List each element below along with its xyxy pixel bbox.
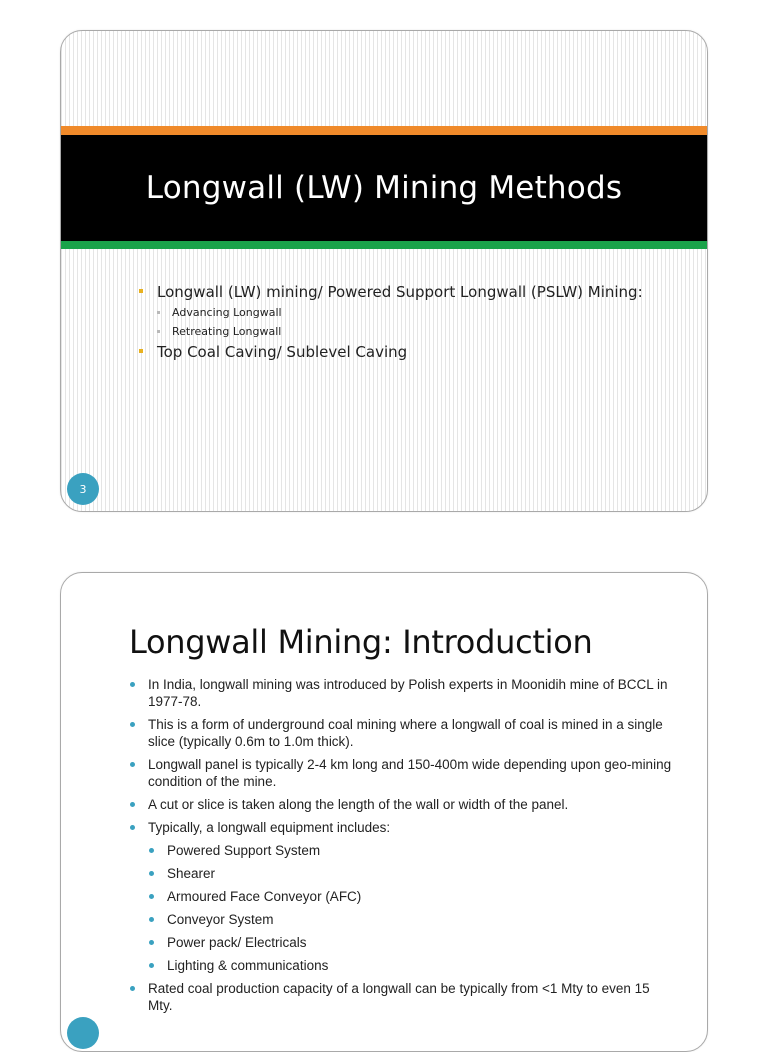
- sub-list-item-text: Power pack/ Electricals: [167, 935, 307, 950]
- list-item: [129, 716, 677, 750]
- round-bullet-icon: [149, 894, 154, 899]
- list-item-text: Longwall (LW) mining/ Powered Support Longwall (PSLW) Mining:: [157, 283, 643, 301]
- sub-list-item: [139, 304, 679, 321]
- orange-accent-bar: [61, 126, 707, 135]
- slide-1-bullet-list: [139, 282, 679, 364]
- list-item: [139, 282, 679, 302]
- list-item-text: Top Coal Caving/ Sublevel Caving: [157, 343, 408, 361]
- round-bullet-icon: [149, 871, 154, 876]
- sub-list-item-text: Conveyor System: [167, 912, 274, 927]
- sub-list-item: [129, 957, 677, 974]
- green-accent-bar: [61, 241, 707, 249]
- slide-number-badge: [67, 1017, 99, 1049]
- round-bullet-icon: [130, 722, 135, 727]
- slide-2-title: Longwall Mining: Introduction: [129, 623, 593, 661]
- sub-list-item: [129, 934, 677, 951]
- list-item: [129, 980, 677, 1014]
- list-item-text: Rated coal production capacity of a longwall can be typically from <1 Mty to even 15 Mty.: [148, 981, 650, 1013]
- sub-list-item-text: Powered Support System: [167, 843, 321, 858]
- list-item: [139, 342, 679, 362]
- sub-list-item-text: Lighting & communications: [167, 958, 329, 973]
- square-bullet-icon: [157, 330, 160, 333]
- sub-list-item-text: Advancing Longwall: [172, 306, 282, 319]
- sub-list-item: [129, 911, 677, 928]
- round-bullet-icon: [130, 762, 135, 767]
- list-item-text: Typically, a longwall equipment includes:: [148, 820, 391, 835]
- round-bullet-icon: [149, 917, 154, 922]
- list-item: [129, 756, 677, 790]
- sub-list-item: [129, 865, 677, 882]
- round-bullet-icon: [130, 802, 135, 807]
- sub-list-item-text: Armoured Face Conveyor (AFC): [167, 889, 362, 904]
- round-bullet-icon: [149, 848, 154, 853]
- list-item-text: This is a form of underground coal mining where a longwall of coal is mined in a single slice (typically 0.6m to 1.0m thick).: [148, 717, 663, 749]
- sub-list-item: [129, 842, 677, 859]
- square-bullet-icon: [157, 311, 160, 314]
- round-bullet-icon: [149, 940, 154, 945]
- slide-2: [60, 572, 708, 1052]
- sub-list-item: [129, 888, 677, 905]
- sub-list-item: [139, 323, 679, 340]
- round-bullet-icon: [130, 986, 135, 991]
- list-item: [129, 796, 677, 813]
- list-item-text: Longwall panel is typically 2-4 km long and 150-400m wide depending upon geo-mining condition of the mine.: [148, 757, 672, 789]
- slide-1: [60, 30, 708, 512]
- list-item: [129, 676, 677, 710]
- slide-number-badge: 3: [67, 473, 99, 505]
- square-bullet-icon: [139, 289, 143, 293]
- square-bullet-icon: [139, 349, 143, 353]
- sub-list-item-text: Shearer: [167, 866, 216, 881]
- round-bullet-icon: [130, 682, 135, 687]
- slide-1-title: Longwall (LW) Mining Methods: [145, 170, 623, 206]
- slide-2-bullet-list: [129, 676, 677, 1020]
- title-band: [61, 135, 707, 241]
- round-bullet-icon: [130, 825, 135, 830]
- list-item: [129, 819, 677, 836]
- list-item-text: In India, longwall mining was introduced by Polish experts in Moonidih mine of BCCL in 1977-78.: [148, 677, 668, 709]
- round-bullet-icon: [149, 963, 154, 968]
- sub-list-item-text: Retreating Longwall: [172, 325, 282, 338]
- list-item-text: A cut or slice is taken along the length of the wall or width of the panel.: [148, 797, 569, 812]
